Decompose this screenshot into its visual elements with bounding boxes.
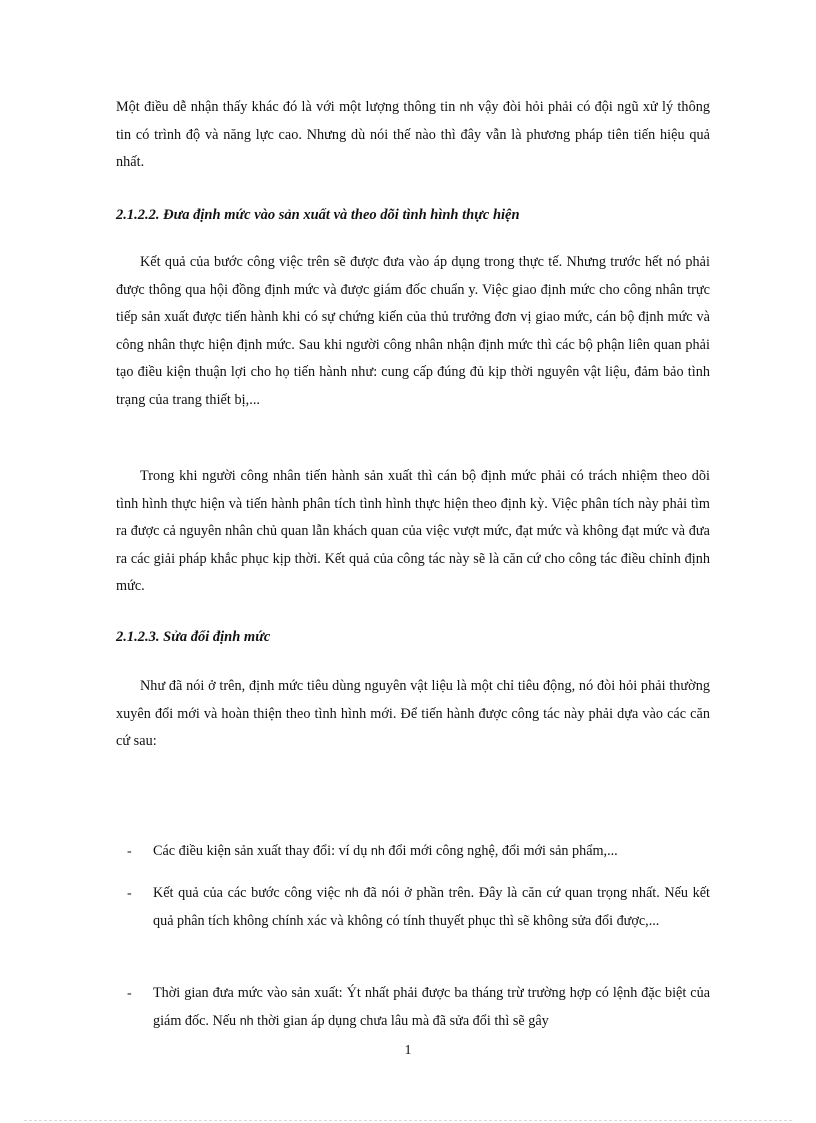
abbreviation-nh: nh — [239, 1013, 254, 1028]
section-heading-2-1-2-2: 2.1.2.2. Đưa định mức vào sản xuất và theo dõi tình hình thực hiện — [116, 207, 520, 223]
paragraph-intro-text — [116, 94, 710, 177]
section-heading-2-1-2-3: 2.1.2.3. Sửa đổi định mức — [116, 629, 271, 645]
paragraph-revision-text: Như đã nói ở trên, định mức tiêu dùng nguyên vật liệu là một chỉ tiêu động, nó đòi hỏi phải thường xuyên đổi mới và hoàn thiện theo tình hình mới. Để tiến hành được công tác này phải dựa vào các căn cứ sau: — [116, 678, 710, 749]
list-item-time-part1: Thời gian đưa mức vào sản xuất: Ýt nhất phải được ba tháng trừ trường hợp có lệnh đặc biệt của giám đốc. Nếu — [153, 985, 710, 1029]
list-item-time — [116, 980, 710, 1035]
paragraph-intro-part1: Một điều dễ nhận thấy khác đó là với một lượng thông tin — [116, 99, 460, 115]
list-item-results-text — [153, 880, 710, 935]
list-item-time-part2: thời gian áp dụng chưa lâu mà đã sửa đổi thì sẽ gây — [253, 1012, 549, 1029]
list-item-results — [116, 880, 710, 935]
paragraph-intro — [116, 94, 710, 177]
list-item-time-text — [153, 980, 710, 1035]
list-item-conditions-part1: Các điều kiện sản xuất thay đổi: ví dụ — [153, 843, 371, 859]
abbreviation-nh: nh — [459, 100, 474, 114]
list-item-results-part1: Kết quả của các bước công việc — [153, 885, 345, 901]
paragraph-intro-part2: vậy đòi hỏi phải có đội ngũ xử lý thông tin có trình độ và năng lực cao. Nhưng dù nói thế nào thì đây vẫn là phương pháp tiên tiến hiệu quả nhất. — [116, 99, 710, 170]
abbreviation-nh: nh — [370, 844, 385, 858]
list-item-results-part2: đã nói ở phần trên. Đây là căn cứ quan trọng nhất. Nếu kết quả phân tích không chính xác và không có tính thuyết phục thì sẽ không sửa đổi được,... — [153, 885, 710, 929]
list-bullet: - — [127, 886, 132, 901]
paragraph-revision — [116, 673, 710, 756]
paragraph-monitoring — [116, 463, 710, 601]
page-bottom-divider — [24, 1120, 792, 1121]
paragraph-apply-norms — [116, 249, 710, 414]
paragraph-monitoring-text: Trong khi người công nhân tiến hành sản xuất thì cán bộ định mức phải có trách nhiệm theo dõi tình hình thực hiện và tiến hành phân tích tình hình thực hiện theo định kỳ. Việc phân tích này phải tìm ra được cả nguyên nhân chủ quan lẫn khách quan của việc vượt mức, đạt mức và không đạt mức và đưa ra các giải pháp khắc phục kịp thời. Kết quả của công tác này sẽ là căn cứ cho công tác điều chỉnh định mức. — [116, 468, 710, 594]
list-bullet: - — [127, 844, 132, 859]
paragraph-apply-norms-text: Kết quả của bước công việc trên sẽ được đưa vào áp dụng trong thực tế. Nhưng trước hết nó phải được thông qua hội đồng định mức và được giám đốc chuẩn y. Việc giao định mức cho công nhân trực tiếp sản xuất được tiến hành khi có sự chứng kiến của thủ trưởng đơn vị giao mức, cán bộ định mức và công nhân thực hiện định mức. Sau khi người công nhân nhận định mức thì các bộ phận liên quan phải tạo điều kiện thuận lợi cho họ tiến hành như: cung cấp đúng đủ kịp thời nguyên vật liệu, đảm bảo tình trạng của trang thiết bị,... — [116, 254, 710, 408]
abbreviation-nh: nh — [344, 886, 359, 900]
page-number: 1 — [404, 1043, 412, 1058]
list-item-conditions-part2: đổi mới công nghệ, đổi mới sản phẩm,... — [384, 843, 618, 859]
list-item-conditions-text — [153, 838, 710, 866]
list-bullet: - — [127, 986, 132, 1001]
list-item-conditions — [116, 838, 710, 866]
